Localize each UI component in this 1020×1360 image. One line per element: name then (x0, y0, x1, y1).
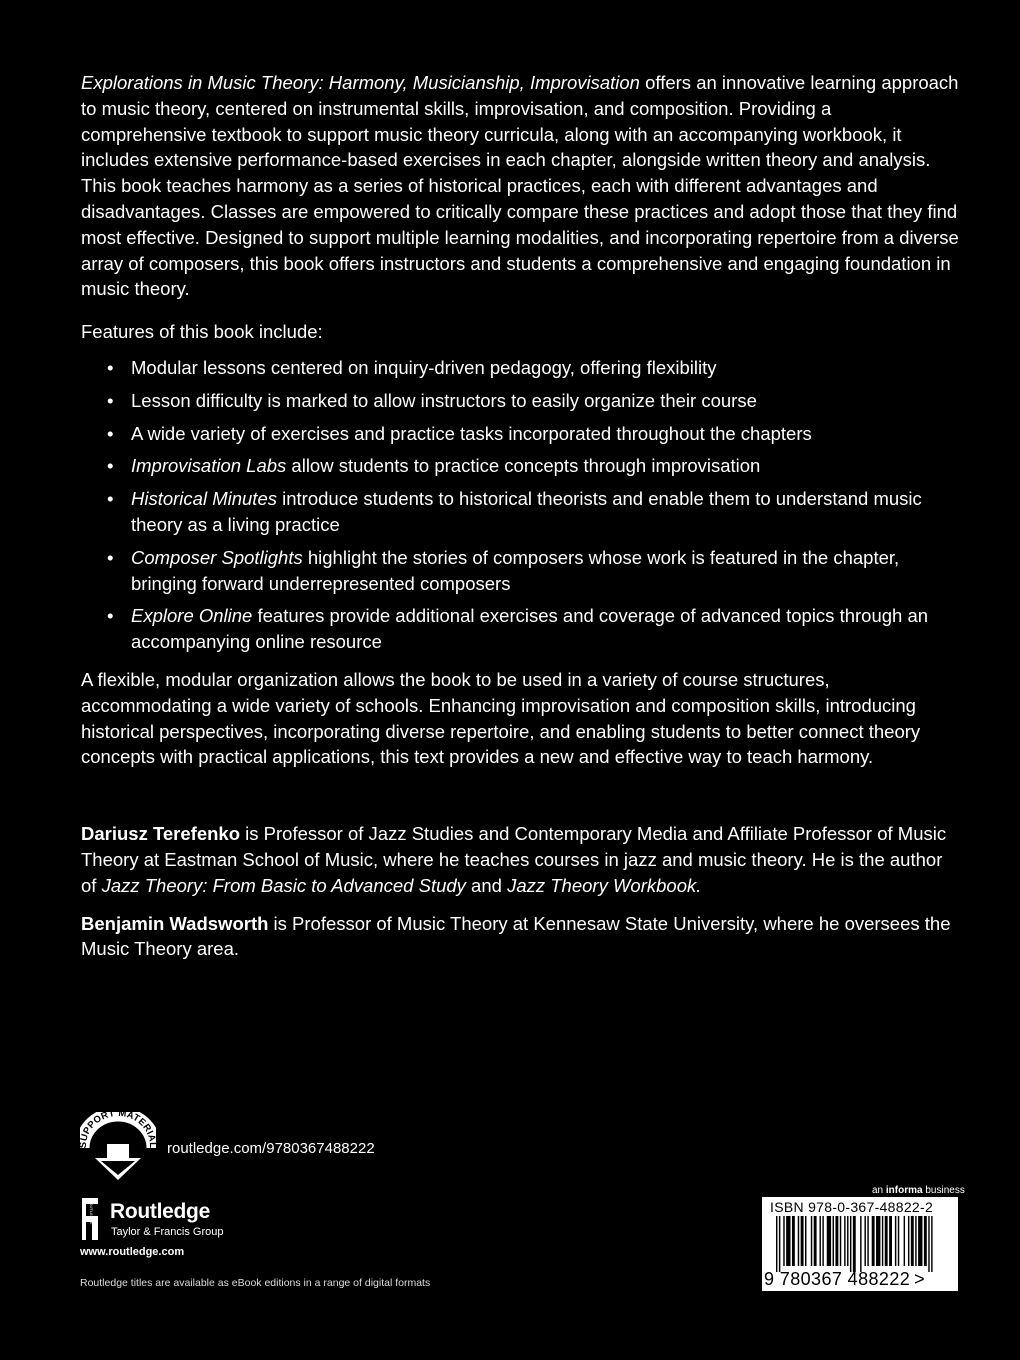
back-cover-text (81, 70, 961, 974)
ebook-note: Routledge titles are available as eBook editions in a range of digital formats (80, 1277, 431, 1289)
book-reference: Jazz Theory: From Basic to Advanced Study (101, 874, 466, 896)
support-badge-text: PPORT MATERI (81, 1112, 156, 1137)
feature-item: • Historical Minutes introduce students to historical theorists and enable them to understand music theory as a living practice (107, 488, 922, 535)
publisher-url[interactable]: www.routledge.com (80, 1246, 185, 1258)
author-name: Dariusz Terefenko (81, 823, 241, 845)
author-bio: Dariusz Terefenko is Professor of Jazz Studies and Contemporary Media and Affiliate Professor of Music Theory at Eastman School of Music, where he teaches courses in jazz and music theory. He is the author of Jazz Theory: From Basic to Advanced Study and Jazz Theory Workbook. (81, 823, 947, 896)
publisher-name: Routledge (110, 1200, 210, 1223)
informa-tagline: an informa business (872, 1185, 965, 1196)
support-url[interactable]: routledge.com/9780367488222 (167, 1140, 375, 1157)
book-reference: Jazz Theory Workbook. (507, 874, 702, 896)
book-title: Explorations in Music Theory: Harmony, Musicianship, Improvisation (81, 72, 640, 93)
author-bio: Benjamin Wadsworth is Professor of Music Theory at Kennesaw State University, where he oversees the Music Theory area. (81, 912, 951, 960)
isbn-barcode (762, 1197, 958, 1291)
barcode-digits: 9 780367 488222 > (764, 1269, 926, 1289)
feature-item: • Modular lessons centered on inquiry-driven pedagogy, offering flexibility (107, 356, 717, 378)
feature-item: • A wide variety of exercises and practice tasks incorporated throughout the chapters (107, 422, 812, 444)
barcode-bars (770, 1216, 952, 1272)
feature-item: • Composer Spotlights highlight the stories of composers whose work is featured in the chapter, bringing forward underrepresented composers (107, 546, 900, 594)
closing-paragraph: A flexible, modular organization allows the book to be used in a variety of course structures, accommodating a wide variety of schools. Enhancing improvisation and composition skills, introducing historical perspectives, incorporating diverse repertoire, and enabling students to better connect theory concepts with practical applications, this text provides a new and effective way to teach harmony. (81, 668, 921, 768)
isbn-label: ISBN 978-0-367-48822-2 (770, 1199, 934, 1215)
support-material-icon (80, 1112, 156, 1182)
intro-paragraph (81, 70, 961, 302)
author-name: Benjamin Wadsworth (81, 912, 269, 934)
intro-text: offers an innovative learning approach to music theory, centered on instrumental skills, improvisation, and composition. Providing a comprehensive textbook to support music theory curricula, along with an accompanying workbook, it includes extensive performance-based exercises in each chapter, alongside written theory and analysis. This book teaches harmony as a series of historical practices, each with different advantages and disadvantages. Classes are empowered to critically compare these practices and adopt those that they find most effective. Designed to support multiple learning modalities, and incorporating repertoire from a diverse array of composers, this book offers instructors and students a comprehensive and engaging foundation in music theory. (81, 72, 959, 300)
routledge-logo (80, 1196, 100, 1242)
publisher-group: Taylor & Francis Group (111, 1226, 224, 1238)
features-list (81, 355, 961, 655)
feature-item: • Improvisation Labs allow students to practice concepts through improvisation (107, 455, 761, 477)
svg-text:ROUTLEDGE: ROUTLEDGE (89, 1199, 94, 1225)
features-heading: Features of this book include: (81, 321, 323, 343)
feature-item: • Lesson difficulty is marked to allow instructors to easily organize their course (107, 389, 757, 411)
feature-item: • Explore Online features provide additional exercises and coverage of advanced topics through an accompanying online resource (107, 605, 929, 653)
